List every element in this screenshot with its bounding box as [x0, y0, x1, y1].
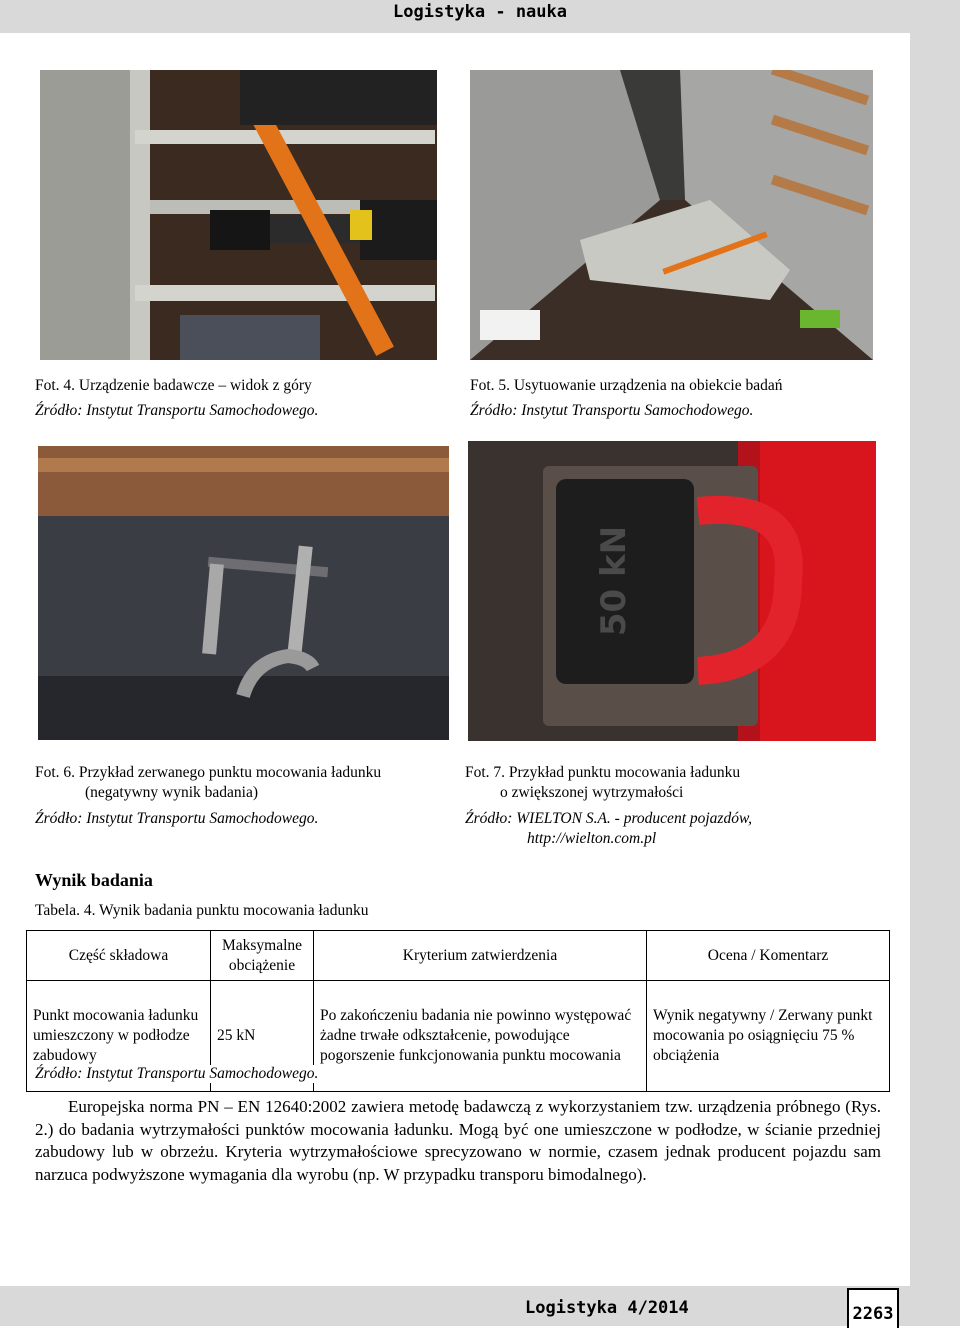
- photo-broken-anchor-point: [38, 446, 449, 740]
- bottom-band: [0, 1286, 960, 1326]
- photo-label-50kn: 50 kN: [594, 525, 634, 637]
- source-fot-6: Źródło: Instytut Transportu Samochodowego.: [35, 810, 319, 827]
- page-number: 2263: [847, 1288, 899, 1328]
- photo-testing-device-top: [40, 70, 437, 360]
- header-criterion: Kryterium zatwierdzenia: [314, 931, 647, 981]
- source-fot-7-line2: http://wielton.com.pl: [527, 830, 657, 847]
- header-max-load: Maksymalne obciążenie: [211, 931, 314, 981]
- caption-fot-7-line1: Fot. 7. Przykład punktu mocowania ładunku: [465, 764, 741, 781]
- photo-reinforced-anchor-point: [468, 441, 876, 741]
- caption-fot-7-line2: o zwiększonej wytrzymałości: [500, 784, 684, 801]
- header-component: Część składowa: [27, 931, 211, 981]
- section-heading: Wynik badania: [35, 870, 153, 890]
- body-paragraph: Europejska norma PN – EN 12640:2002 zawiera metodę badawczą z wykorzystaniem tzw. urządzenia próbnego (Rys. 2.) do badania wytrzymałości punktów mocowania ładunku. Mogą być one umieszczone w podłodze, w ścianie przedniej zabudowy lub w obrzeżu. Kryteria wytrzymałościowe sprecyzowano w normie, czasem jednak producent pojazdu sam narzuca podwyższone wymagania dla wyrobu (np. W przypadku transporu bimodalnego).: [35, 1097, 881, 1184]
- header-assessment: Ocena / Komentarz: [647, 931, 890, 981]
- caption-fot-5: Fot. 5. Usytuowanie urządzenia na obiekcie badań: [470, 377, 783, 394]
- photo-device-in-trailer: [470, 70, 873, 360]
- caption-fot-4: Fot. 4. Urządzenie badawcze – widok z góry: [35, 377, 312, 394]
- table-title: Tabela. 4. Wynik badania punktu mocowania ładunku: [35, 902, 369, 919]
- right-band: [910, 0, 960, 1326]
- cell-component: Punkt mocowania ładunku umieszczony w podłodze zabudowy: [27, 981, 211, 1092]
- cell-criterion: Po zakończeniu badania nie powinno występować żadne trwałe odkształcenie, powodujące pogorszenie funkcjonowania punktu mocowania: [314, 981, 647, 1092]
- caption-fot-6-line2: (negatywny wynik badania): [85, 784, 259, 801]
- table-source: Źródło: Instytut Transportu Samochodowego.: [35, 1065, 319, 1082]
- caption-fot-6-line1: Fot. 6. Przykład zerwanego punktu mocowania ładunku: [35, 764, 382, 781]
- cell-max-load: 25 kN: [211, 981, 314, 1092]
- source-fot-4: Źródło: Instytut Transportu Samochodowego.: [35, 402, 319, 419]
- footer-journal: Logistyka 4/2014: [525, 1298, 689, 1318]
- source-fot-5: Źródło: Instytut Transportu Samochodowego.: [470, 402, 754, 419]
- running-header: Logistyka - nauka: [393, 2, 567, 22]
- cell-assessment: Wynik negatywny / Zerwany punkt mocowania po osiągnięciu 75 % obciążenia: [647, 981, 890, 1092]
- table-header-row: [27, 931, 890, 981]
- source-fot-7-line1: Źródło: WIELTON S.A. - producent pojazdów,: [465, 810, 753, 827]
